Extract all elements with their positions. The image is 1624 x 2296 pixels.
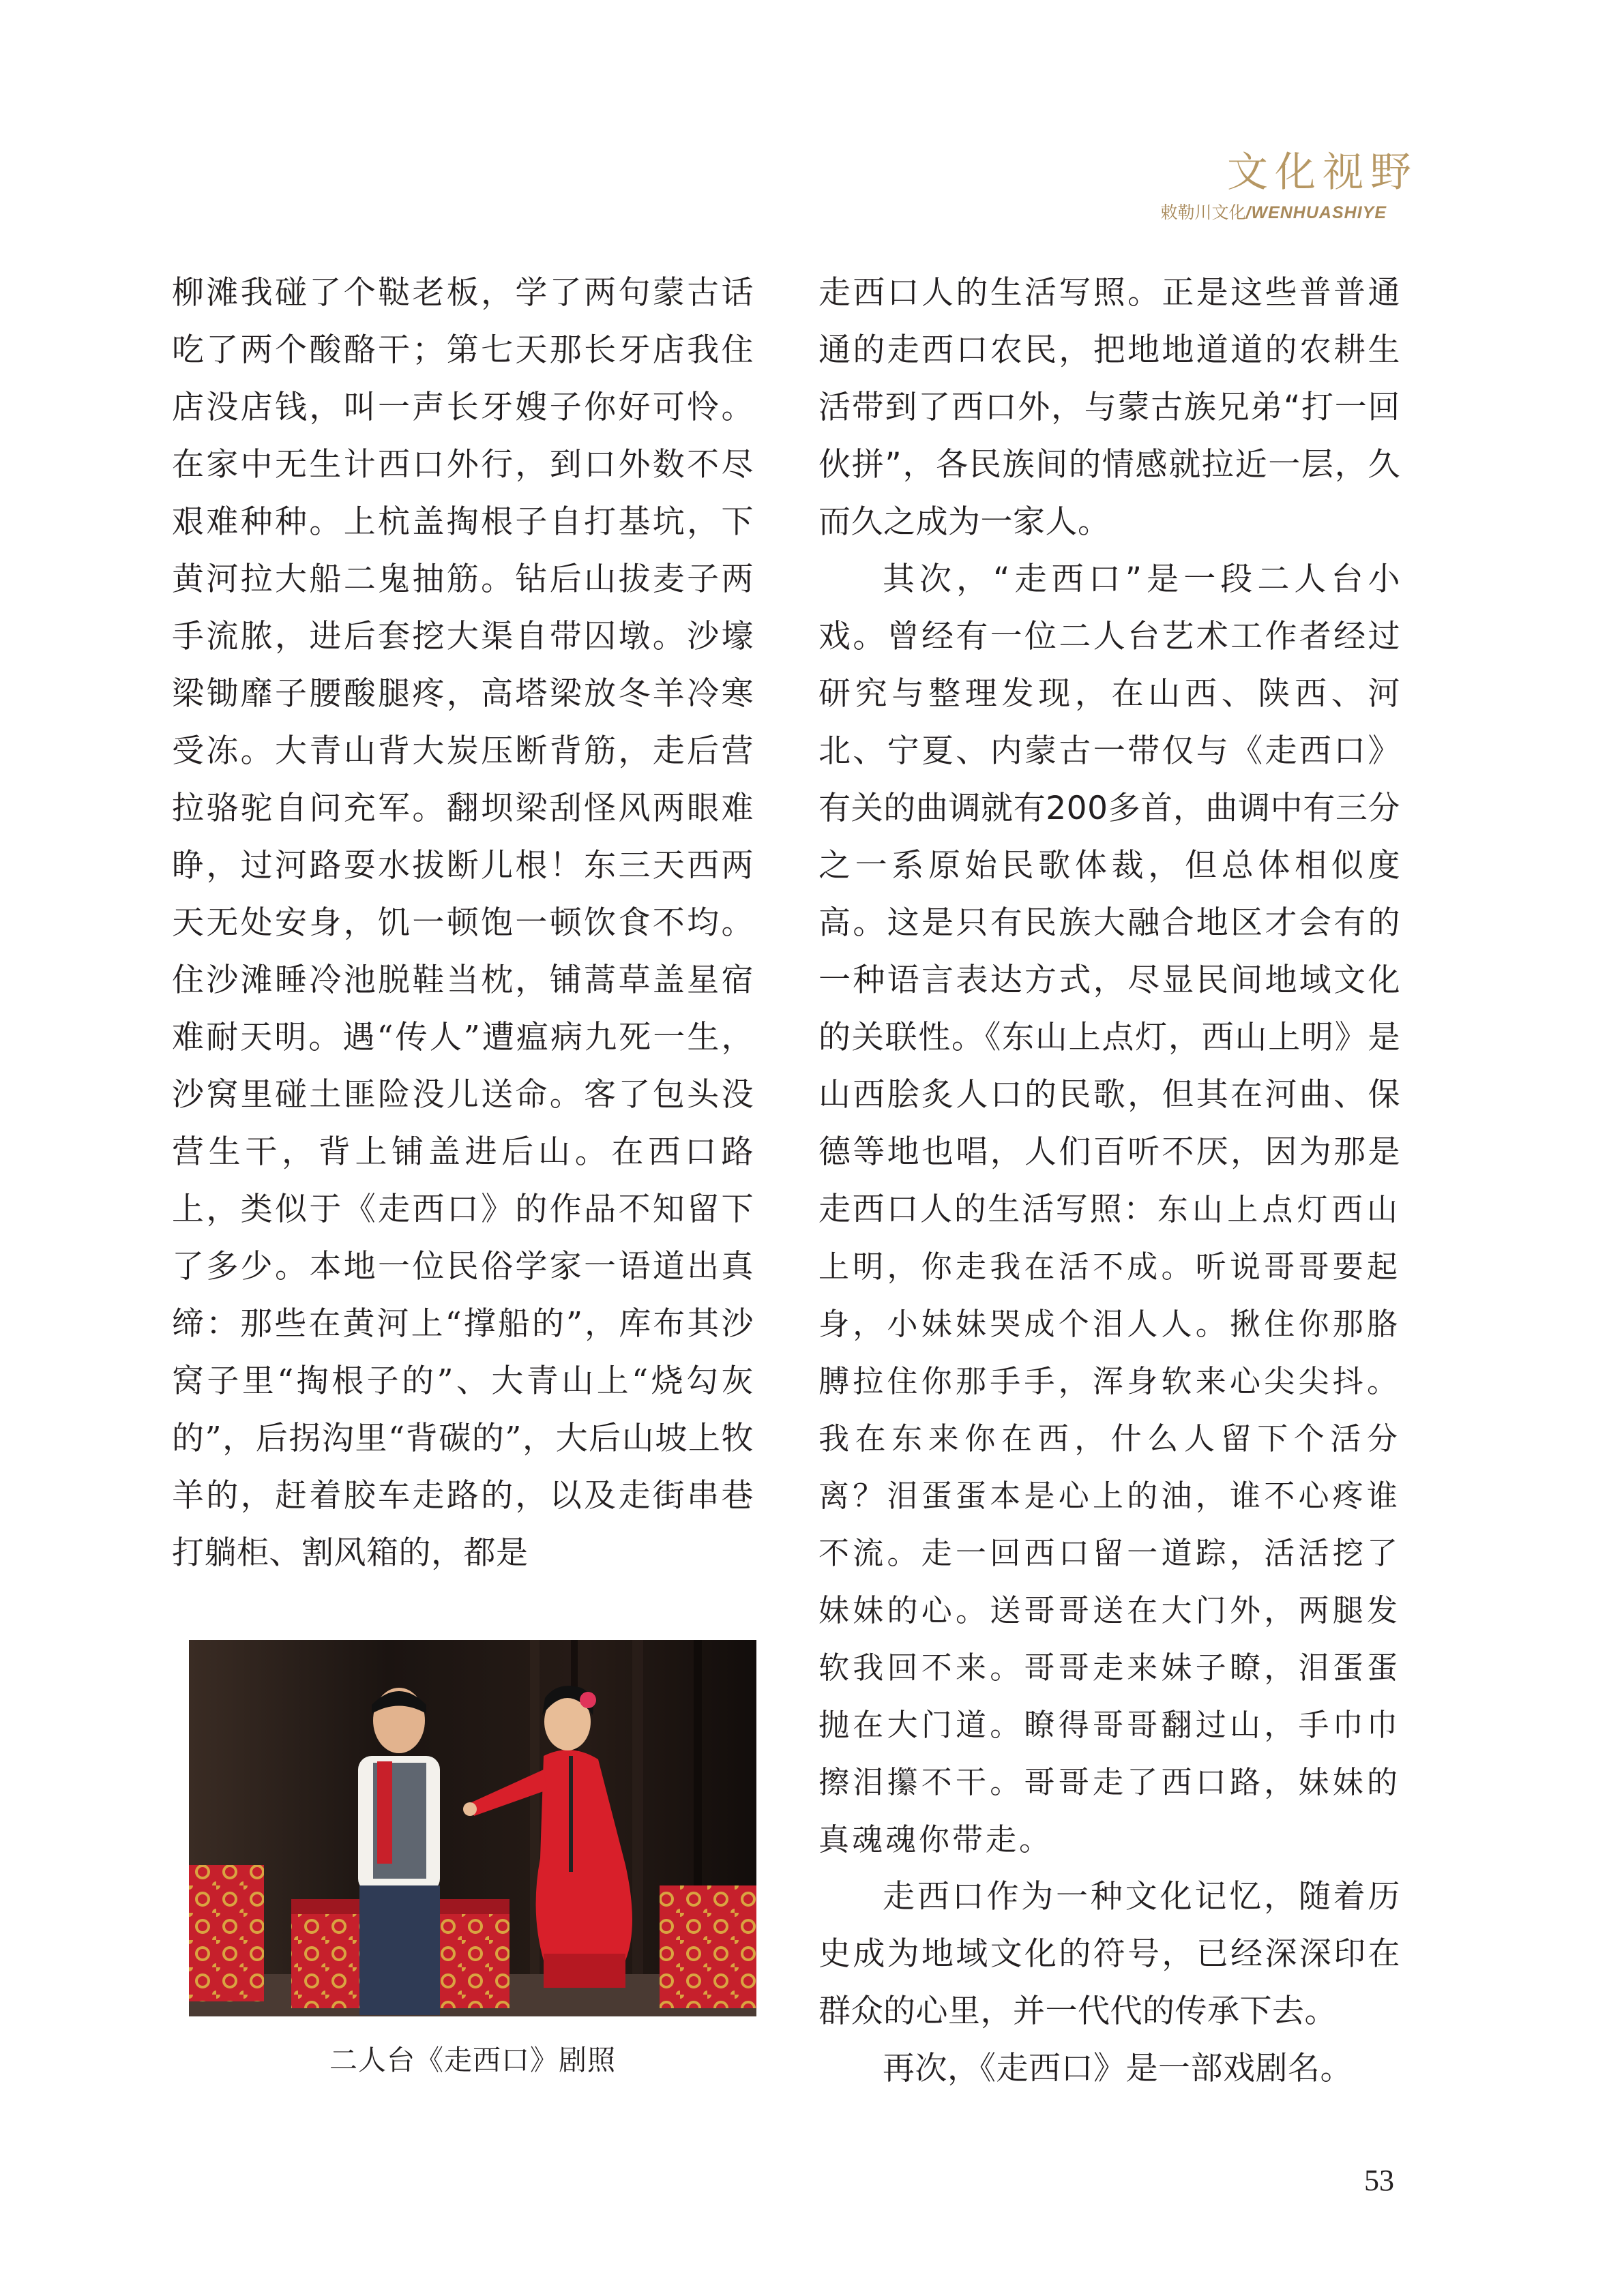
section-subtitle-separator: / (1245, 203, 1252, 222)
right-paragraph-4: 再次，《走西口》是一部戏剧名。 (883, 2050, 1353, 2087)
page-number: 53 (1364, 2164, 1394, 2197)
left-column (172, 265, 754, 1582)
section-title: 文化视野 (1227, 149, 1418, 196)
right-paragraph-2-prose: 其次，“走西口”是一段二人台小戏。曾经有一位二人台艺术工作者经过研究与整理发现，在山西、陕西、河北、宁夏、内蒙古一带仅与《走西口》有关的曲调就有200多首，曲调中有三分之一系原始民歌体裁，但总体相似度高。这是只有民族大融合地区才会有的一种语言表达方式，尽显民间地域文化的关联性。《东山上点灯，西山上明》是山西脍炙人口的民歌，但其在河曲、保德等地也唱，人们百听不厌，因为那是走西口人的生活写照： (818, 561, 1400, 1228)
section-subtitle (1161, 199, 1387, 224)
folk-song-lyrics: 东山上点灯西山上明，你走我在活不成。听说哥哥要起身，小妹妹哭成个泪人人。揪住你那胳膊拉住你那手手，浑身软来心尖尖抖。我在东来你在西，什么人留下个活分离？泪蛋蛋本是心上的油，谁不心疼谁不流。走一回西口留一道踪，活活挖了妹妹的心。送哥哥送在大门外，两腿发软我回不来。哥哥走来妹子瞭，泪蛋蛋抛在大门道。瞭得哥哥翻过山，手巾巾擦泪攥不干。哥哥走了西口路，妹妹的真魂魂你带走。 (818, 1191, 1400, 1858)
right-column (818, 265, 1400, 2098)
section-subtitle-en: WENHUASHIYE (1251, 203, 1387, 222)
stage-photo (189, 1640, 756, 2016)
section-subtitle-cn: 敕勒川文化 (1160, 203, 1246, 222)
left-paragraph-1: 柳滩我碰了个鞑老板，学了两句蒙古话吃了两个酸酪干；第七天那长牙店我住店没店钱，叫一声长牙嫂子你好可怜。在家中无生计西口外行，到口外数不尽艰难种种。上杭盖掏根子自打基坑，下黄河拉大船二鬼抽筋。钻后山拔麦子两手流脓，进后套挖大渠自带囚墩。沙壕梁锄靡子腰酸腿疼，高塔梁放冬羊冷寒受冻。大青山背大炭压断背筋，走后营拉骆驼自问充军。翻坝梁刮怪风两眼难睁，过河路耍水拔断儿根！东三天西两天无处安身，饥一顿饱一顿饮食不均。住沙滩睡冷池脱鞋当枕，铺蒿草盖星宿难耐天明。遇“传人”遭瘟病九死一生，沙窝里碰土匪险没儿送命。客了包头没营生干，背上铺盖进后山。在西口路上，类似于《走西口》的作品不知留下了多少。本地一位民俗学家一语道出真缔：那些在黄河上“撑船的”，库布其沙窝子里“掏根子的”、大青山上“烧勾灰的”，后拐沟里“背碳的”，大后山坡上牧羊的，赶着胶车走路的，以及走街串巷打躺柜、割风箱的，都是 (172, 274, 754, 1572)
stage-photo-image (189, 1640, 756, 2016)
photo-caption: 二人台《走西口》剧照 (329, 2044, 616, 2076)
right-paragraph-1: 走西口人的生活写照。正是这些普普通通的走西口农民，把地地道道的农耕生活带到了西口外，与蒙古族兄弟“打一回伙拼”，各民族间的情感就拉近一层，久而久之成为一家人。 (818, 274, 1400, 541)
right-paragraph-2 (818, 551, 1400, 1868)
right-paragraph-3: 走西口作为一种文化记忆，随着历史成为地域文化的符号，已经深深印在群众的心里，并一代代的传承下去。 (818, 1878, 1400, 2030)
